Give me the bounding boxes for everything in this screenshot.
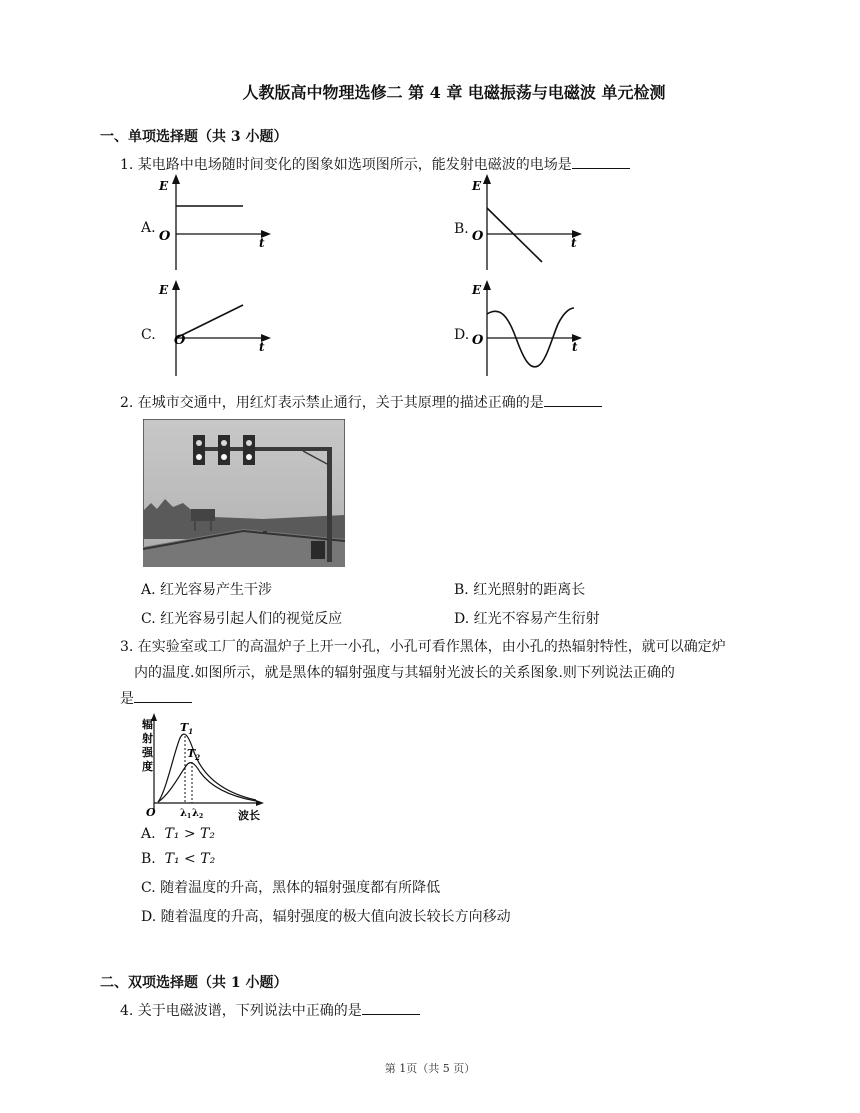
section-heading-single-choice: 一、单项选择题（共 3 小题） xyxy=(100,129,288,145)
svg-text:T2: $T_2$ xyxy=(187,747,201,762)
question-3-line-3: 是 xyxy=(120,691,134,707)
q3-option-a-math: T₁ > T₂ xyxy=(164,826,215,842)
q1-graph-c xyxy=(155,278,285,378)
svg-text:E: E xyxy=(472,179,482,193)
ylabel-char-3: 强 xyxy=(142,746,153,759)
q2-option-d[interactable]: D. 红光不容易产生衍射 xyxy=(454,611,600,627)
q1-option-b-label: B. xyxy=(454,221,469,237)
question-4-text: 4. 关于电磁波谱，下列说法中正确的是 xyxy=(120,1003,362,1019)
svg-text:t: t xyxy=(572,340,578,354)
question-3-line-2: 内的温度.如图所示，就是黑体的辐射强度与其辐射光波长的关系图象.则下列说法正确的 xyxy=(134,665,675,681)
traffic-light-photo xyxy=(143,419,345,567)
section-heading-double-choice: 二、双项选择题（共 1 小题） xyxy=(100,975,288,991)
q2-option-c[interactable]: C. 红光容易引起人们的视觉反应 xyxy=(141,611,343,627)
q1-option-d-label: D. xyxy=(454,327,470,343)
q1-option-c-label: C. xyxy=(141,327,156,343)
svg-text:t: t xyxy=(571,236,577,250)
ylabel-char-1: 辐 xyxy=(142,718,153,731)
ylabel-char-2: 射 xyxy=(142,732,153,745)
svg-text:λ1: $\lambda_1$ xyxy=(180,808,192,820)
answer-blank[interactable] xyxy=(544,392,602,407)
axis-e-label: E xyxy=(159,179,169,193)
answer-blank[interactable] xyxy=(572,154,630,169)
axis-t-label: t xyxy=(259,236,265,250)
t2-label: T xyxy=(187,747,196,760)
xlabel: 波长 xyxy=(238,809,260,822)
page-title: 人教版高中物理选修二 第 4 章 电磁振荡与电磁波 单元检测 xyxy=(242,83,666,102)
svg-text:E: E xyxy=(472,283,482,297)
question-3-stem xyxy=(120,634,770,712)
origin-label: O xyxy=(146,806,156,819)
q1-graph-d xyxy=(466,278,596,378)
q1-graph-b xyxy=(466,172,596,272)
origin-label: O xyxy=(159,229,171,244)
svg-text:E: E xyxy=(159,283,169,297)
question-1-text: 1. 某电路中电场随时间变化的图象如选项图所示，能发射电磁波的电场是 xyxy=(120,157,572,173)
t1-label: T xyxy=(180,721,189,734)
svg-text:T1: $T_1$ xyxy=(180,721,194,736)
svg-text:O: O xyxy=(472,229,484,244)
svg-text:O: O xyxy=(472,333,484,348)
q3-option-b[interactable]: B. T₁ < T₂ xyxy=(141,851,216,867)
q2-option-a[interactable]: A. 红光容易产生干涉 xyxy=(141,582,273,598)
question-2-stem xyxy=(120,390,770,416)
q1-option-a-label: A. xyxy=(141,220,156,236)
ylabel-char-4: 度 xyxy=(142,760,153,773)
question-2-text: 2. 在城市交通中，用红灯表示禁止通行，关于其原理的描述正确的是 xyxy=(120,395,544,411)
answer-blank[interactable] xyxy=(134,688,192,703)
svg-text:λ2: $\lambda_2$ xyxy=(192,808,204,820)
q1-graph-a xyxy=(155,172,285,272)
q3-option-c[interactable]: C. 随着温度的升高，黑体的辐射强度都有所降低 xyxy=(141,880,441,896)
question-4-stem xyxy=(120,998,770,1024)
blackbody-radiation-graph xyxy=(140,712,270,824)
q3-option-d[interactable]: D. 随着温度的升高，辐射强度的极大值向波长较长方向移动 xyxy=(141,909,511,925)
answer-blank[interactable] xyxy=(362,1000,420,1015)
q2-option-b[interactable]: B. 红光照射的距离长 xyxy=(454,582,586,598)
svg-text:t: t xyxy=(259,340,265,354)
svg-text:O: O xyxy=(174,333,186,348)
page-footer: 第 1页（共 5 页） xyxy=(384,1062,476,1075)
question-3-line-1: 3. 在实验室或工厂的高温炉子上开一小孔，小孔可看作黑体，由小孔的热辐射特性，就可以确定炉 xyxy=(120,639,726,655)
q3-option-a[interactable]: A. T₁ > T₂ xyxy=(141,826,215,842)
q3-option-b-math: T₁ < T₂ xyxy=(164,851,216,867)
